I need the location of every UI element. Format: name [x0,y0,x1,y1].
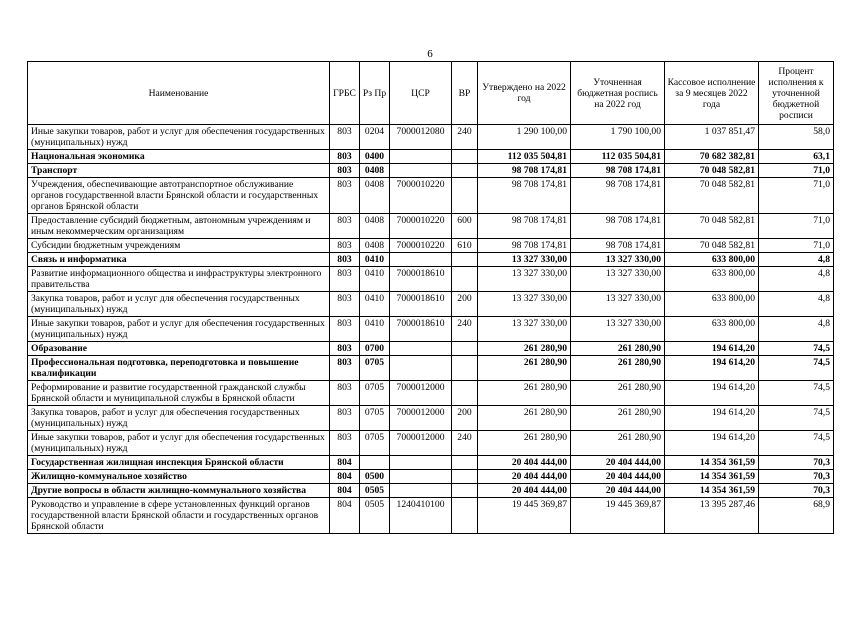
cell-percent: 68,9 [759,498,834,534]
cell-name: Реформирование и развитие государственной гражданской службы Брянской области и муниципальной службы в Брянской области [28,381,330,406]
cell-approved: 20 404 444,00 [478,484,571,498]
cell-cash: 14 354 361,59 [665,456,759,470]
cell-csr: 7000010220 [390,239,452,253]
cell-grbs: 803 [330,125,360,150]
cell-name: Образование [28,342,330,356]
table-row [28,356,834,381]
cell-percent: 71,0 [759,214,834,239]
cell-percent: 71,0 [759,178,834,214]
cell-vr [452,456,478,470]
cell-vr [452,164,478,178]
cell-rzpr: 0408 [360,214,390,239]
header-name: Наименование [28,62,330,125]
cell-cash: 194 614,20 [665,406,759,431]
cell-refined: 261 280,90 [571,342,665,356]
cell-name: Руководство и управление в сфере установленных функций органов государственной власти Брянской области и государственных органов Брянской области [28,498,330,534]
cell-name: Государственная жилищная инспекция Брянской области [28,456,330,470]
cell-name: Национальная экономика [28,150,330,164]
cell-vr: 240 [452,317,478,342]
table-row [28,292,834,317]
cell-csr [390,484,452,498]
cell-cash: 70 048 582,81 [665,164,759,178]
cell-percent: 58,0 [759,125,834,150]
cell-cash: 70 682 382,81 [665,150,759,164]
cell-csr [390,150,452,164]
cell-refined: 112 035 504,81 [571,150,665,164]
cell-refined: 98 708 174,81 [571,239,665,253]
cell-rzpr: 0700 [360,342,390,356]
cell-rzpr: 0410 [360,253,390,267]
table-row [28,214,834,239]
table-row [28,406,834,431]
table-row [28,431,834,456]
cell-rzpr: 0410 [360,267,390,292]
cell-vr [452,253,478,267]
cell-csr [390,253,452,267]
cell-grbs: 803 [330,150,360,164]
cell-percent: 74,5 [759,431,834,456]
cell-refined: 261 280,90 [571,356,665,381]
cell-vr: 200 [452,406,478,431]
cell-cash: 633 800,00 [665,267,759,292]
header-csr: ЦСР [390,62,452,125]
cell-approved: 13 327 330,00 [478,267,571,292]
cell-rzpr: 0500 [360,470,390,484]
table-row [28,381,834,406]
cell-name: Жилищно-коммунальное хозяйство [28,470,330,484]
cell-name: Иные закупки товаров, работ и услуг для обеспечения государственных (муниципальных) нужд [28,125,330,150]
header-grbs: ГРБС [330,62,360,125]
cell-percent: 70,3 [759,484,834,498]
cell-vr: 200 [452,292,478,317]
cell-percent: 4,8 [759,317,834,342]
cell-grbs: 803 [330,406,360,431]
cell-name: Профессиональная подготовка, переподготовка и повышение квалификации [28,356,330,381]
table-row [28,164,834,178]
cell-percent: 4,8 [759,267,834,292]
table-body [28,125,834,534]
cell-cash: 633 800,00 [665,317,759,342]
cell-csr [390,342,452,356]
cell-percent: 70,3 [759,456,834,470]
cell-percent: 70,3 [759,470,834,484]
table-row [28,484,834,498]
cell-name: Закупка товаров, работ и услуг для обеспечения государственных (муниципальных) нужд [28,292,330,317]
header-vr: ВР [452,62,478,125]
cell-cash: 194 614,20 [665,342,759,356]
cell-percent: 71,0 [759,164,834,178]
cell-grbs: 803 [330,317,360,342]
cell-vr: 600 [452,214,478,239]
cell-percent: 74,5 [759,356,834,381]
cell-approved: 261 280,90 [478,406,571,431]
cell-csr: 7000012080 [390,125,452,150]
cell-csr: 1240410100 [390,498,452,534]
cell-rzpr: 0505 [360,484,390,498]
cell-approved: 261 280,90 [478,381,571,406]
cell-vr [452,356,478,381]
cell-rzpr: 0705 [360,381,390,406]
page-number: 6 [427,48,433,60]
cell-rzpr: 0204 [360,125,390,150]
cell-approved: 98 708 174,81 [478,239,571,253]
cell-grbs: 803 [330,356,360,381]
cell-grbs: 803 [330,381,360,406]
cell-approved: 20 404 444,00 [478,456,571,470]
header-row [28,62,834,125]
cell-approved: 261 280,90 [478,342,571,356]
cell-csr: 7000018610 [390,292,452,317]
cell-refined: 98 708 174,81 [571,214,665,239]
cell-grbs: 803 [330,253,360,267]
cell-csr [390,456,452,470]
cell-vr [452,150,478,164]
cell-vr: 240 [452,431,478,456]
cell-cash: 194 614,20 [665,356,759,381]
cell-approved: 13 327 330,00 [478,317,571,342]
cell-refined: 20 404 444,00 [571,470,665,484]
cell-cash: 70 048 582,81 [665,214,759,239]
cell-refined: 98 708 174,81 [571,164,665,178]
cell-grbs: 803 [330,178,360,214]
cell-refined: 261 280,90 [571,406,665,431]
cell-rzpr: 0705 [360,356,390,381]
cell-vr [452,178,478,214]
cell-rzpr: 0705 [360,406,390,431]
cell-refined: 13 327 330,00 [571,267,665,292]
cell-csr: 7000012000 [390,406,452,431]
table-row [28,267,834,292]
header-percent: Процент исполнения к уточненной бюджетной росписи [759,62,834,125]
cell-percent: 4,8 [759,292,834,317]
cell-csr: 7000010220 [390,214,452,239]
cell-vr [452,342,478,356]
cell-name: Связь и информатика [28,253,330,267]
table-row [28,470,834,484]
cell-percent: 74,5 [759,406,834,431]
cell-grbs: 803 [330,214,360,239]
cell-rzpr: 0505 [360,498,390,534]
cell-percent: 63,1 [759,150,834,164]
cell-grbs: 804 [330,470,360,484]
cell-grbs: 803 [330,431,360,456]
header-approved: Утверждено на 2022 год [478,62,571,125]
cell-name: Развитие информационного общества и инфраструктуры электронного правительства [28,267,330,292]
cell-rzpr: 0408 [360,239,390,253]
table-row [28,498,834,534]
cell-csr: 7000012000 [390,431,452,456]
header-refined: Уточненная бюджетная роспись на 2022 год [571,62,665,125]
cell-vr [452,267,478,292]
table-row [28,150,834,164]
cell-vr: 610 [452,239,478,253]
cell-approved: 98 708 174,81 [478,178,571,214]
table-row [28,317,834,342]
cell-refined: 98 708 174,81 [571,178,665,214]
cell-name: Иные закупки товаров, работ и услуг для обеспечения государственных (муниципальных) нужд [28,431,330,456]
cell-refined: 13 327 330,00 [571,317,665,342]
table-row [28,178,834,214]
table-row [28,125,834,150]
cell-csr: 7000018610 [390,267,452,292]
cell-percent: 74,5 [759,381,834,406]
cell-cash: 70 048 582,81 [665,178,759,214]
table-row [28,342,834,356]
cell-csr [390,356,452,381]
cell-cash: 1 037 851,47 [665,125,759,150]
cell-vr: 240 [452,125,478,150]
cell-approved: 13 327 330,00 [478,292,571,317]
cell-cash: 194 614,20 [665,431,759,456]
cell-csr: 7000012000 [390,381,452,406]
cell-csr [390,164,452,178]
cell-name: Закупка товаров, работ и услуг для обеспечения государственных (муниципальных) нужд [28,406,330,431]
cell-approved: 98 708 174,81 [478,214,571,239]
cell-rzpr: 0408 [360,164,390,178]
budget-execution-table [27,61,834,534]
cell-rzpr [360,456,390,470]
cell-vr [452,484,478,498]
table-row [28,253,834,267]
cell-vr [452,470,478,484]
cell-percent: 71,0 [759,239,834,253]
cell-grbs: 803 [330,164,360,178]
cell-approved: 261 280,90 [478,356,571,381]
cell-name: Субсидии бюджетным учреждениям [28,239,330,253]
cell-refined: 13 327 330,00 [571,292,665,317]
cell-grbs: 803 [330,267,360,292]
cell-csr: 7000018610 [390,317,452,342]
table-row [28,239,834,253]
cell-cash: 194 614,20 [665,381,759,406]
cell-approved: 261 280,90 [478,431,571,456]
cell-approved: 1 290 100,00 [478,125,571,150]
cell-refined: 261 280,90 [571,431,665,456]
cell-approved: 13 327 330,00 [478,253,571,267]
cell-refined: 20 404 444,00 [571,456,665,470]
cell-rzpr: 0705 [360,431,390,456]
cell-name: Другие вопросы в области жилищно-коммунального хозяйства [28,484,330,498]
cell-vr [452,498,478,534]
cell-grbs: 803 [330,239,360,253]
cell-approved: 19 445 369,87 [478,498,571,534]
cell-refined: 261 280,90 [571,381,665,406]
cell-name: Учреждения, обеспечивающие автотранспортное обслуживание органов государственной власти Брянской области и государственных органов Брянской области [28,178,330,214]
header-rzpr: Рз Пр [360,62,390,125]
header-cash: Кассовое исполнение за 9 месяцев 2022 года [665,62,759,125]
cell-name: Транспорт [28,164,330,178]
cell-rzpr: 0408 [360,178,390,214]
cell-percent: 4,8 [759,253,834,267]
cell-cash: 14 354 361,59 [665,484,759,498]
cell-refined: 1 790 100,00 [571,125,665,150]
cell-csr: 7000010220 [390,178,452,214]
cell-cash: 13 395 287,46 [665,498,759,534]
cell-cash: 70 048 582,81 [665,239,759,253]
cell-refined: 19 445 369,87 [571,498,665,534]
cell-percent: 74,5 [759,342,834,356]
cell-grbs: 803 [330,292,360,317]
table-row [28,456,834,470]
cell-rzpr: 0400 [360,150,390,164]
cell-approved: 20 404 444,00 [478,470,571,484]
cell-name: Предоставление субсидий бюджетным, автономным учреждениям и иным некоммерческим организациям [28,214,330,239]
cell-cash: 633 800,00 [665,253,759,267]
cell-vr [452,381,478,406]
cell-refined: 13 327 330,00 [571,253,665,267]
cell-refined: 20 404 444,00 [571,484,665,498]
cell-grbs: 803 [330,342,360,356]
cell-approved: 112 035 504,81 [478,150,571,164]
cell-grbs: 804 [330,456,360,470]
cell-csr [390,470,452,484]
cell-rzpr: 0410 [360,292,390,317]
cell-rzpr: 0410 [360,317,390,342]
cell-grbs: 804 [330,484,360,498]
cell-approved: 98 708 174,81 [478,164,571,178]
cell-name: Иные закупки товаров, работ и услуг для обеспечения государственных (муниципальных) нужд [28,317,330,342]
cell-grbs: 804 [330,498,360,534]
cell-cash: 633 800,00 [665,292,759,317]
cell-cash: 14 354 361,59 [665,470,759,484]
